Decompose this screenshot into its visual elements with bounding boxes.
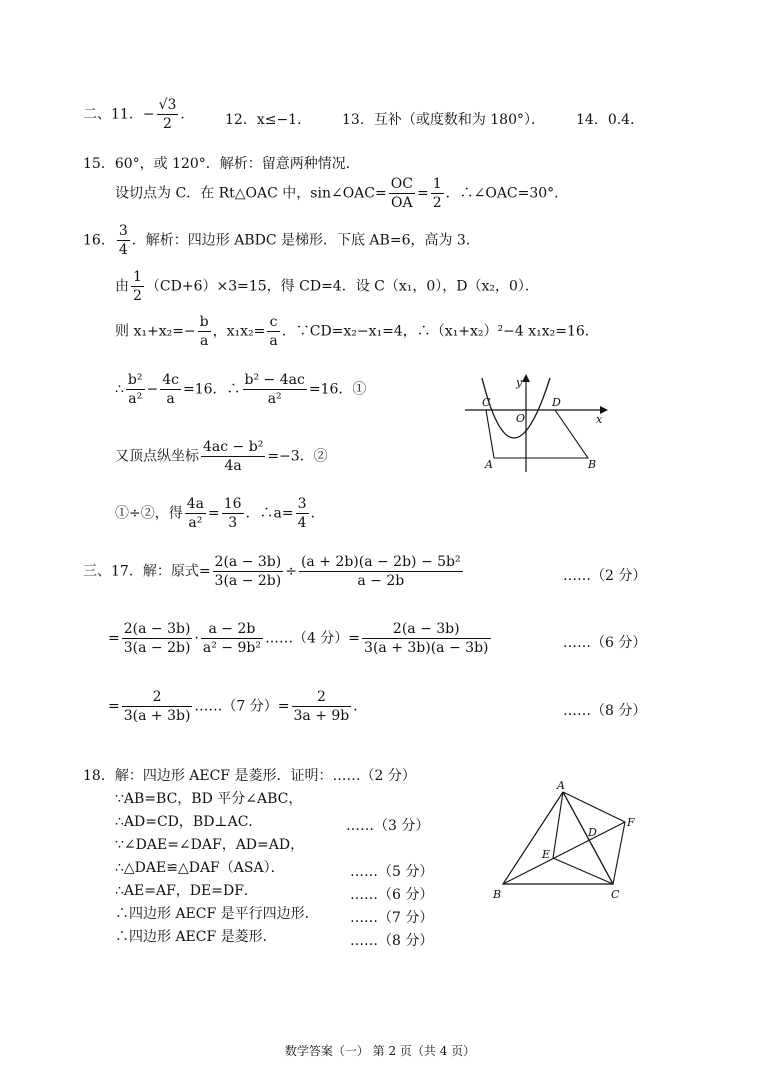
q16-line3-f1n: b <box>199 314 209 330</box>
q18-line-1: ∵AB=BC，BD 平分∠ABC， <box>115 791 303 807</box>
q16-line3-f2n: c <box>267 315 279 332</box>
q17-l2-f3d: 3(a + 3b)(a − 3b) <box>364 640 489 656</box>
q18-rhombus-figure <box>485 778 645 906</box>
q16-line3 <box>115 315 599 348</box>
q18-line-0: 18．解：四边形 AECF 是菱形．证明：……（2 分） <box>83 768 416 784</box>
q17-l3-f2n: 2 <box>292 690 352 707</box>
label-f18: F <box>627 816 635 829</box>
q16-line1 <box>83 224 480 257</box>
q17-f2n: (a + 2b)(a − 2b) − 5b² <box>300 554 461 570</box>
q17-prefix: 三、17．解：原式= <box>83 563 211 580</box>
q18-line-2: ∴AD=CD，BD⊥AC． <box>115 814 263 830</box>
q18-line-3: ∵∠DAE=∠DAF，AD=AD， <box>115 837 305 853</box>
q16-line6-f2d: 3 <box>228 515 238 531</box>
q17-frac1 <box>213 555 284 588</box>
q17-l2-f2n: a − 2b <box>201 622 263 639</box>
trapezoid-abdc <box>486 410 588 458</box>
q17-f1n: 2(a − 3b) <box>214 554 282 570</box>
q17-points-3: ……（8 分） <box>563 703 647 719</box>
q15-line1: 15．60°，或 120°．解析：留意两种情况． <box>83 156 360 172</box>
q16-line4-frac1 <box>126 373 145 406</box>
q18-points-8: ……（8 分） <box>350 933 434 949</box>
q16-line2-a: 由 <box>115 278 129 295</box>
q16-parabola-graph <box>460 368 610 478</box>
q11-tail: ． <box>180 106 195 123</box>
q11-prefix: 二、11． <box>83 106 143 123</box>
q15-line2-b: ．∴∠OAC=30°． <box>445 185 569 202</box>
q16-line2 <box>115 270 539 303</box>
q17-l2-frac2 <box>201 622 263 655</box>
q17-points-2: ……（6 分） <box>563 635 647 651</box>
q14-answer: 14．0.4． <box>576 112 645 128</box>
q15-frac1 <box>389 177 415 210</box>
q16-line4-f3n: b² − 4ac <box>244 372 305 388</box>
q16-line5 <box>115 440 328 473</box>
q17-l3-f1d: 3(a + 3b) <box>123 708 191 724</box>
q17-frac2 <box>299 555 463 588</box>
q17-l3-frac2 <box>292 690 352 723</box>
q16-ans-n: 3 <box>118 223 128 239</box>
q16-line3-f2d: a <box>269 333 278 349</box>
q17-l2-eq: = <box>108 630 120 647</box>
q16-line5-fd: 4a <box>224 458 242 474</box>
page-footer: 数学答案（一） 第 2 页（共 4 页） <box>284 1044 476 1058</box>
q18-line-6: ∴四边形 AECF 是平行四边形． <box>115 906 319 922</box>
q16-line3-f1d: a <box>199 333 209 349</box>
q17-l2-frac3 <box>362 622 490 655</box>
q17-line3 <box>108 690 367 723</box>
q16-line4-b: =16．∴ <box>182 381 241 398</box>
q11-den: 2 <box>163 116 172 132</box>
q16-line6-a: ①÷②，得 <box>115 505 183 522</box>
q17-l2-f2d: a² − 9b² <box>202 640 261 656</box>
q17-div: ÷ <box>285 563 297 580</box>
q16-line4-f1n: b² <box>127 372 143 388</box>
q16-answer-frac <box>117 224 130 257</box>
q17-l2-f1d: 3(a − 2b) <box>123 640 191 656</box>
q17-l3-frac1 <box>122 690 193 723</box>
q11-fraction <box>157 98 179 131</box>
q16-line4-minus: − <box>146 381 159 398</box>
q16-line4-frac2 <box>160 373 181 406</box>
q15-frac2-n: 1 <box>432 176 442 192</box>
q16-line4-f2n: 4c <box>162 372 179 388</box>
label-o: O <box>516 412 526 425</box>
q16-line2-b: （CD+6）×3=15，得 CD=4．设 C（x₁，0），D（x₂，0）． <box>145 278 539 295</box>
q11-num: √3 <box>158 97 177 113</box>
q15-eq: = <box>416 185 429 202</box>
q16-line5-b: =−3．② <box>267 448 328 465</box>
q16-line4-a: ∴ <box>115 381 124 398</box>
q16-line5-fn: 4ac − b² <box>203 439 264 455</box>
q11-line <box>83 98 194 131</box>
q16-line4-c: =16．① <box>308 381 367 398</box>
q16-line6-f2n: 16 <box>223 496 242 512</box>
q18-line-4: ∴△DAE≌△DAF（ASA）． <box>115 860 285 876</box>
label-c18: C <box>611 888 620 901</box>
q17-line1 <box>83 555 465 588</box>
q16-line1-text: ．解析：四边形 ABDC 是梯形．下底 AB=6，高为 3． <box>131 232 480 249</box>
q15-frac1-d: OA <box>391 195 413 211</box>
q15-line2 <box>115 177 568 210</box>
q15-frac2-d: 2 <box>432 195 442 211</box>
q12-answer: 12．x≤−1． <box>225 112 312 128</box>
q17-l2-mid: ……（4 分）= <box>264 630 361 647</box>
q16-line6 <box>115 497 325 530</box>
q17-l3-mid: ……（7 分）= <box>194 698 290 715</box>
q16-line6-f1n: 4a <box>186 496 204 512</box>
q13-answer: 13．互补（或度数和为 180°）． <box>342 112 545 128</box>
q15-line2-a: 设切点为 C．在 Rt△OAC 中，sin∠OAC= <box>115 185 387 202</box>
label-c: C <box>482 396 491 409</box>
q18-points-6: ……（6 分） <box>350 887 434 903</box>
q16-line5-frac <box>201 440 265 473</box>
q16-line3-frac1 <box>198 315 211 348</box>
label-e18: E <box>542 848 551 861</box>
q16-ans-d: 4 <box>118 242 128 258</box>
q16-line6-f1d: a² <box>188 515 203 531</box>
q17-l3-f2d: 3a + 9b <box>293 708 350 724</box>
q16-line4-f3d: a² <box>267 391 282 407</box>
q16-line4 <box>115 373 366 406</box>
q16-line6-eq: = <box>208 505 220 522</box>
label-d: D <box>552 396 561 409</box>
q16-line6-b: ．∴a= <box>245 505 294 522</box>
q16-line2-fd: 2 <box>133 288 142 304</box>
q16-line4-f2d: a <box>166 391 175 407</box>
label-b: B <box>588 458 597 471</box>
q16-line3-a: 则 x₁+x₂=− <box>115 323 196 340</box>
segment-fc <box>613 822 625 884</box>
q17-l2-frac1 <box>122 622 193 655</box>
q17-l3-end: ． <box>353 698 368 715</box>
q17-f2d: a − 2b <box>357 573 405 589</box>
q16-line2-frac <box>131 270 144 303</box>
q16-line6-frac1 <box>185 497 206 530</box>
q11-minus: − <box>142 106 155 123</box>
label-a18: A <box>557 779 565 792</box>
q18-points-5: ……（5 分） <box>350 864 434 880</box>
q17-l3-f1n: 2 <box>122 690 193 707</box>
q16-line3-frac2 <box>267 315 279 348</box>
segment-af <box>563 792 625 822</box>
q17-l2-f1n: 2(a − 3b) <box>123 621 191 637</box>
q16-line4-frac3 <box>243 373 307 406</box>
q16-line6-f3d: 4 <box>297 515 307 531</box>
label-x: x <box>596 413 603 426</box>
q15-frac1-n: OC <box>390 176 413 192</box>
label-y: y <box>516 376 523 389</box>
q16-line6-frac2 <box>222 497 244 530</box>
q17-f1d: 3(a − 2b) <box>214 573 282 589</box>
label-b18: B <box>493 888 502 901</box>
q15-frac2 <box>431 177 444 210</box>
q17-line2 <box>108 622 493 655</box>
q16-line4-f1d: a² <box>128 391 143 407</box>
q17-l3-eq: = <box>108 698 120 715</box>
q18-points-7: ……（7 分） <box>350 910 434 926</box>
label-a: A <box>485 458 493 471</box>
q17-points-1: ……（2 分） <box>563 568 647 584</box>
q17-l2-f3n: 2(a − 3b) <box>362 622 490 639</box>
q16-line6-f3n: 3 <box>297 496 307 512</box>
y-axis-arrow <box>522 374 530 382</box>
segment-ae <box>553 792 563 858</box>
q16-line5-a: 又顶点纵坐标 <box>115 448 199 465</box>
q18-line-7: ∴四边形 AECF 是菱形． <box>115 929 277 945</box>
q16-line3-b: ，x₁x₂= <box>212 323 266 340</box>
q16-line6-c: ． <box>310 505 325 522</box>
segment-bf <box>503 822 625 884</box>
q17-l2-dot: · <box>194 630 199 647</box>
q16-prefix: 16． <box>83 232 115 249</box>
label-d18: D <box>588 826 597 839</box>
q18-line-5: ∴AE=AF，DE=DF． <box>115 883 258 899</box>
segment-ec <box>553 858 613 884</box>
q16-line3-c: ．∵CD=x₂−x₁=4，∴（x₁+x₂）²−4 x₁x₂=16． <box>281 323 599 340</box>
q18-points-3: ……（3 分） <box>346 818 430 834</box>
q16-line2-fn: 1 <box>133 269 142 285</box>
q16-line6-frac3 <box>296 497 309 530</box>
